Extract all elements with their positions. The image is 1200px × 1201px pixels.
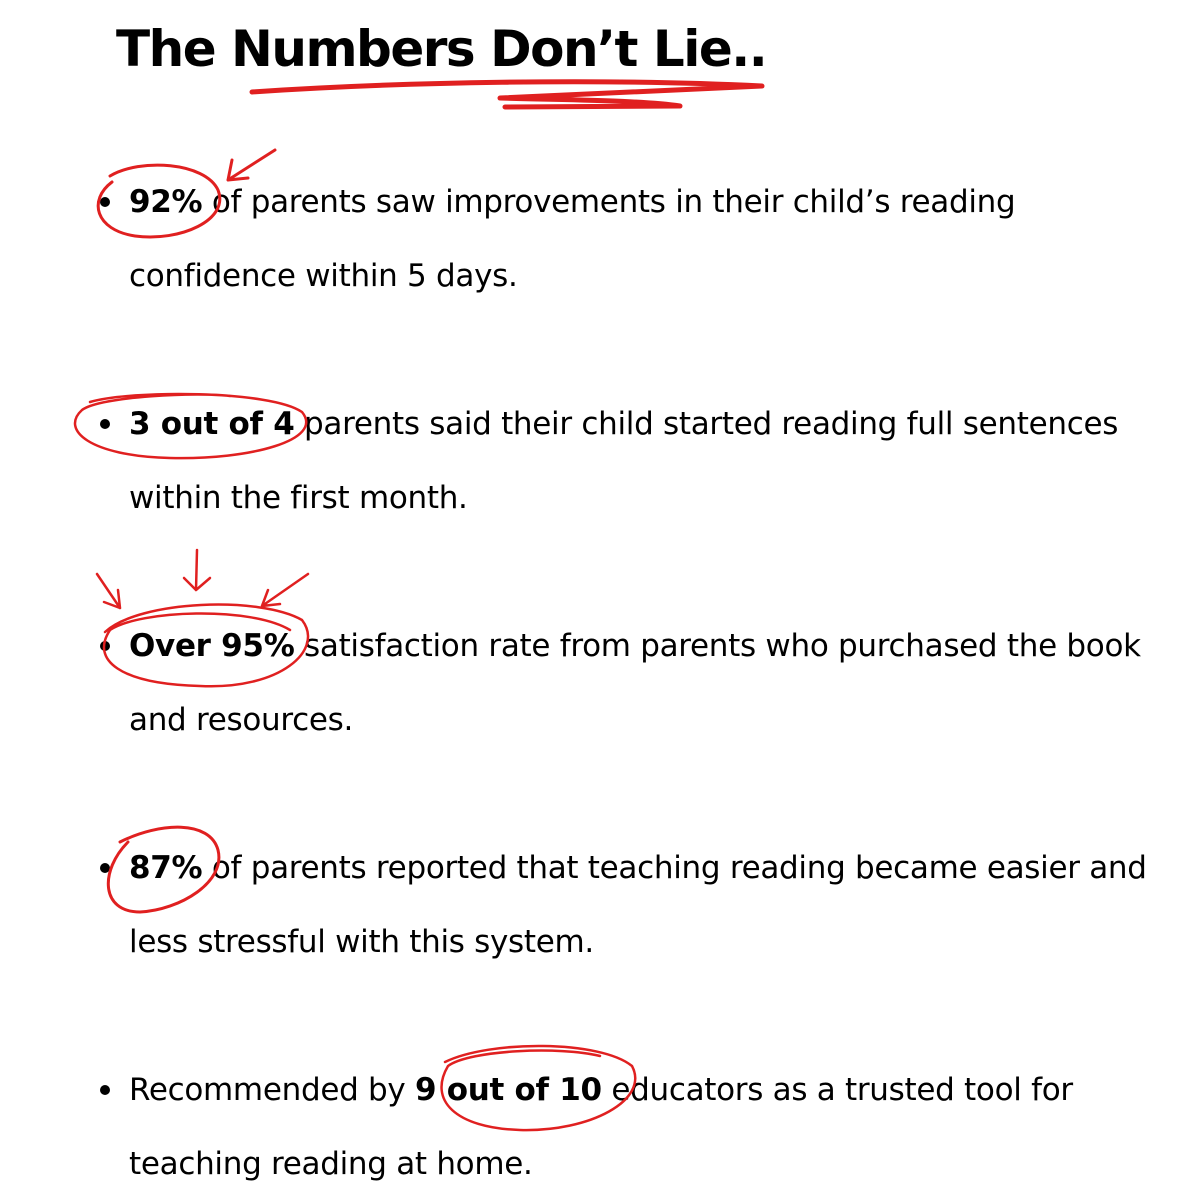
stat-rest: of parents reported that teaching reading became easier and less stressful with this system. — [129, 850, 1147, 960]
stat-rest: educators as a trusted tool for teaching reading at home. — [129, 1072, 1073, 1182]
stat-rest: satisfaction rate from parents who purchased the book and resources. — [129, 628, 1141, 738]
arrow-icon — [97, 574, 120, 608]
page-title: The Numbers Don’t Lie.. — [116, 20, 767, 78]
stat-text — [100, 387, 1180, 535]
stat-rest: of parents saw improvements in their child’s reading confidence within 5 days. — [129, 184, 1016, 294]
stat-highlight: 9 out of 10 — [415, 1072, 602, 1108]
bullet-icon — [100, 863, 110, 873]
bullet-icon — [100, 419, 110, 429]
stat-highlight: Over 95% — [129, 628, 295, 664]
arrow-icon — [262, 574, 308, 606]
stat-rest: parents said their child started reading full sentences within the first month. — [129, 406, 1119, 516]
stat-text — [100, 609, 1180, 757]
stat-item — [100, 165, 1180, 313]
stat-item — [100, 609, 1180, 757]
stat-highlight: 87% — [129, 850, 203, 886]
stat-item — [100, 387, 1180, 535]
stat-text — [100, 1053, 1180, 1201]
arrow-icon — [184, 550, 210, 590]
stat-text — [100, 165, 1180, 313]
stat-highlight: 3 out of 4 — [129, 406, 295, 442]
bullet-icon — [100, 641, 110, 651]
title-underline-scribble — [252, 82, 762, 107]
stat-prefix: Recommended by — [129, 1072, 416, 1108]
stat-highlight: 92% — [129, 184, 203, 220]
stat-text — [100, 831, 1180, 979]
stat-item — [100, 831, 1180, 979]
bullet-icon — [100, 1085, 110, 1095]
stat-item — [100, 1053, 1180, 1201]
bullet-icon — [100, 197, 110, 207]
